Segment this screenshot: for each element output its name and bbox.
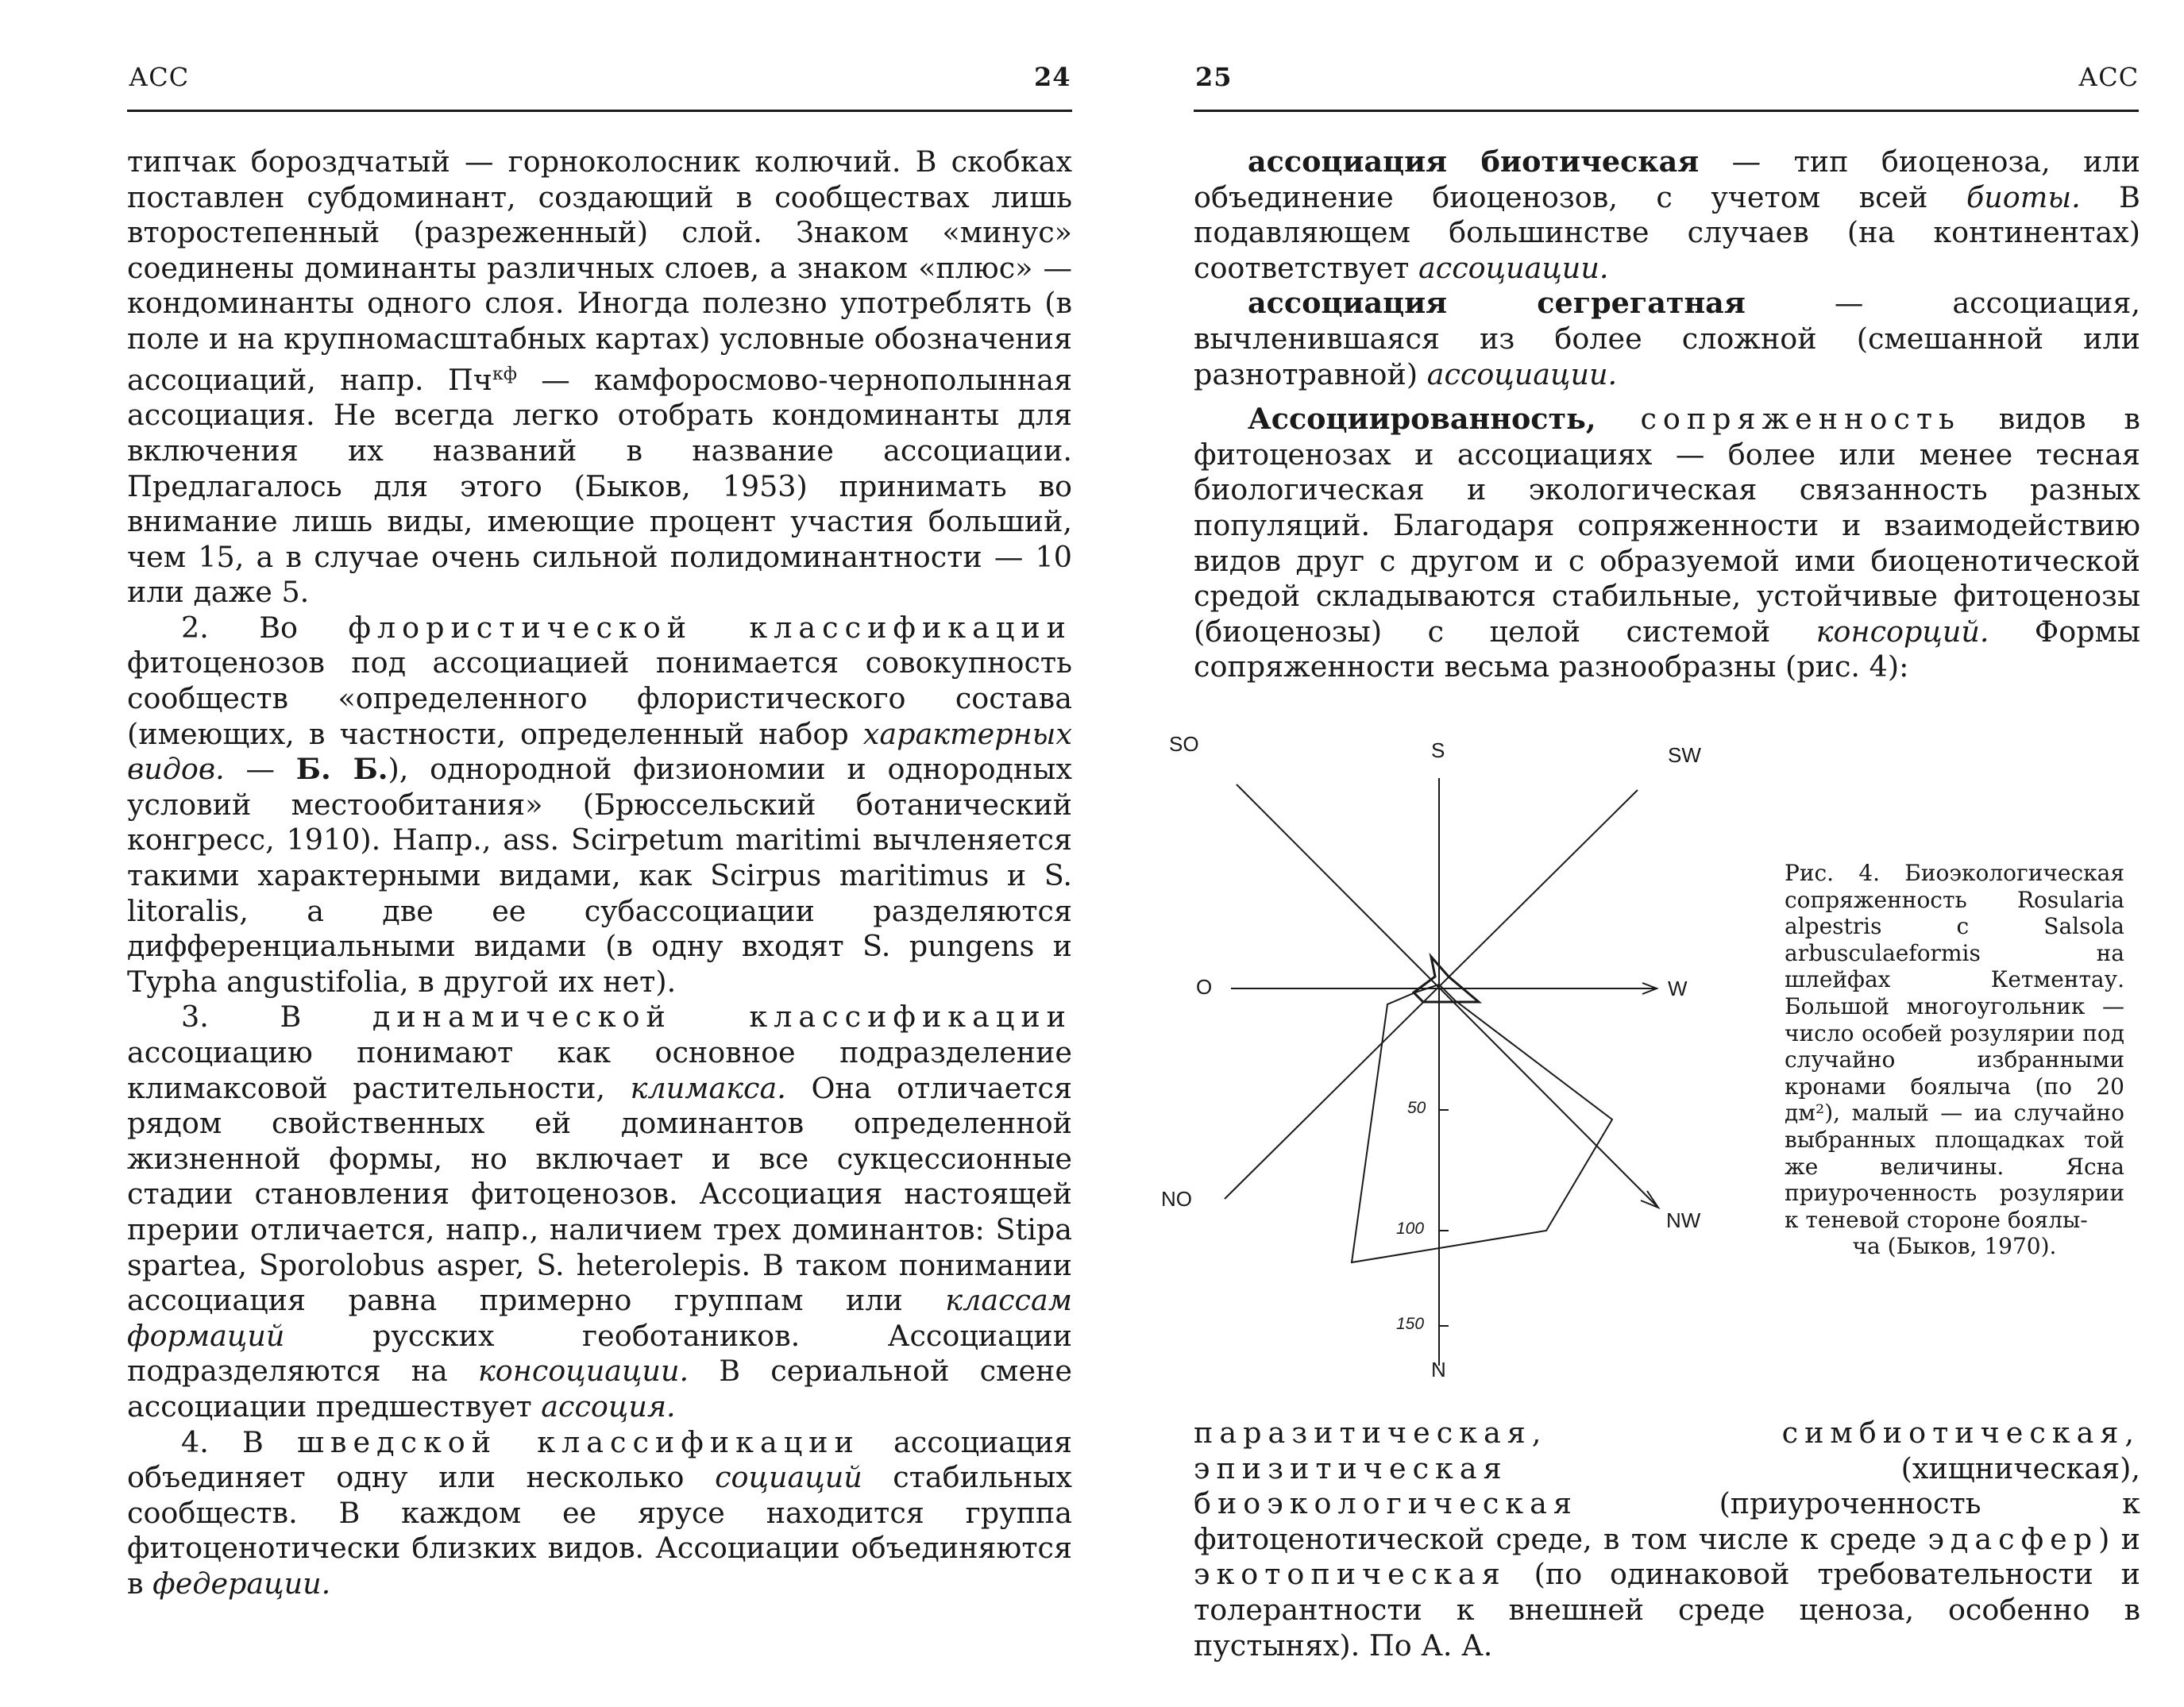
direction-o: O	[1196, 975, 1213, 999]
left-body-text	[127, 144, 1072, 1602]
paragraph-4: 4. В шведской классификации ассоциация объединяет одну или несколько социаций стабильных сообществ. В каждом ее ярусе находится группа фитоценотически близких видов. Ассоциации объединяются в федерации.	[127, 1424, 1072, 1601]
direction-so: SO	[1169, 732, 1199, 756]
direction-s: S	[1431, 738, 1445, 762]
entry-biotic-association: ассоциация биотическая — тип биоценоза, или объединение биоценозов, с учетом всей биоты. В подавляющем большинстве случаев (на континентах) соответствует ассоциации.	[1194, 144, 2140, 285]
page-number: 25	[1195, 62, 1233, 92]
entry-associativity: Ассоциированность, сопряженность видов в фитоценозах и ассоциациях — более или менее тесная биологическая и экологическая связанность разных популяций. Благодаря сопряженности и взаимодействию видов друг с другом и с образуемой ими биоценотической средой складываются стабильные, устойчивые фитоценозы (биоценозы) с целой системой консорций. Формы сопряженности весьма разнообразны (рис. 4):	[1194, 402, 2141, 684]
figure-caption: Рис. 4. Биоэкологическая сопряженность Rosularia alpestris с Salsola arbusculaeformis на шлейфах Кетментау. Большой многоугольник — число особей розулярии под случайно избранными кронами боялыча (по 20 дм²), малый — иа случайно выбранных площадках той же величины. Ясна приуроченность розулярии к теневой стороне боялы- ча (Быков, 1970).	[1785, 860, 2124, 1260]
paragraph-3: 3. В динамической классификации ассоциацию понимают как основное подразделение климаксовой растительности, климакса. Она отличается рядом свойственных ей доминантов определенной жизненной формы, но включает и все сукцессионные стадии становления фитоценозов. Ассоциация настоящей прерии отличается, напр., наличием трех доминантов: Stipa spartea, Sporolobus asper, S. heterolepis. В таком понимании ассоциация равна примерно группам или классам формаций русских геоботаников. Ассоциации подразделяются на консоциации. В сериальной смене ассоциации предшествует ассоция.	[127, 1000, 1072, 1424]
figure-4-rose-diagram	[1161, 715, 1765, 1413]
axis-so-nw	[1237, 784, 1657, 1207]
running-title: АСС	[129, 62, 190, 92]
paragraph-1: типчак бороздчатый — горноколосник колючий. В скобках поставлен субдоминант, создающий в сообществах лишь второстепенный (разреженный) слой. Знаком «минус» соединены доминанты различных слоев, а знаком «плюс» — кондоминанты одного слоя. Иногда полезно употреблять (в поле и на крупномасштабных картах) условные обозначения ассоциаций, напр. $Пч^{кф}$ — камфоросмово-чернополынная ассоциация. Не всегда легко отобрать кондоминанты для включения их названий в название ассоциации. Предлагалось для этого (Быков, 1953) принимать во внимание лишь виды, имеющие процент участия больший, чем 15, а в случае очень сильной полидоминантности — 10 или даже 5.	[127, 144, 1072, 610]
header-rule	[1194, 110, 2139, 112]
direction-no: NO	[1161, 1187, 1192, 1211]
paragraph-2: 2. Во флористической классификации фитоценозов под ассоциацией понимается совокупность сообществ «определенного флористического состава (имеющих, в частности, определенный набор характерных видов. — Б. Б.), однородной физиономии и однородных условий местообитания» (Брюссельский ботанический конгресс, 1910). Напр., ass. Scirpetum maritimi вычленяется такими характерными видами, как Scirpus maritimus и S. litoralis, а две ее субассоциации разделяются дифференциальными видами (в одну входят S. pungens и Typha angustifolia, в другой их нет).	[127, 610, 1072, 999]
header-rule	[127, 110, 1072, 112]
tick-label-150: 150	[1396, 1315, 1425, 1333]
large-polygon	[1352, 985, 1612, 1262]
tick-label-100: 100	[1396, 1220, 1425, 1238]
right-body-text	[1194, 144, 2140, 685]
page-number: 24	[1034, 62, 1071, 92]
direction-n: N	[1431, 1358, 1446, 1381]
tick-label-50: 50	[1407, 1099, 1426, 1117]
right-body-text-continued	[1194, 1416, 2140, 1663]
entry-segregate-association: ассоциация сегрегатная — ассоциация, вычленившаяся из более сложной (смешанной или разнотравной) ассоциации.	[1194, 286, 2140, 391]
direction-nw: NW	[1666, 1208, 1701, 1232]
running-title: АСС	[2078, 62, 2140, 92]
direction-w: W	[1668, 977, 1688, 1000]
paragraph-continued: паразитическая, симбиотическая, эпизитическая (хищническая), биоэкологическая (приуроченность к фитоценотической среде, в том числе к среде эдасфер) и экотопическая (по одинаковой требовательности и толерантности к внешней среде ценоза, особенно в пустынях). По А. А.	[1194, 1416, 2141, 1663]
rose-diagram-svg	[1161, 715, 1765, 1413]
axis-sw-no	[1225, 790, 1638, 1199]
direction-sw: SW	[1668, 743, 1701, 767]
